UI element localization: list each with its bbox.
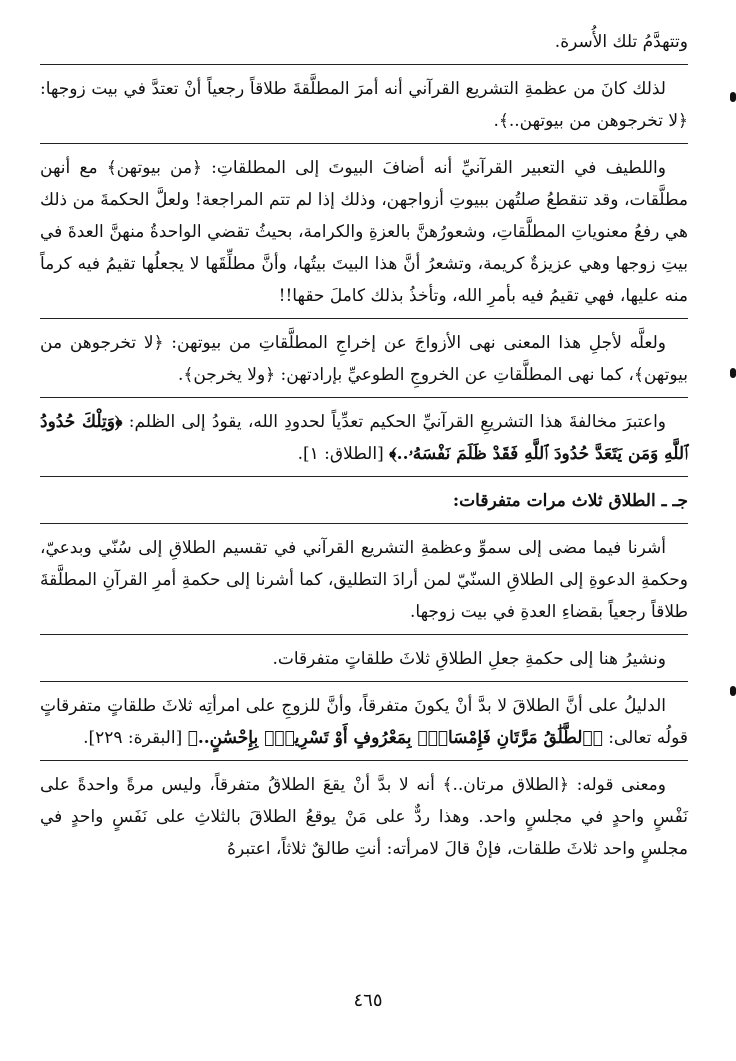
binding-mark-icon	[730, 92, 736, 102]
divider	[40, 318, 688, 319]
paragraph-7-text: الدليلُ على أنَّ الطلاقَ لا بدَّ أنْ يكونَ متفرقاً، وأنَّ للزوجِ على امرأتِه ثلاثَ طلقاتٍ متفرقاتٍ قولُه تعالى:	[40, 696, 688, 748]
quran-verse: ﴿وَتِلْكَ حُدُودُ ٱللَّهِ وَمَن يَتَعَدَّ حُدُودَ ٱللَّهِ فَقَدْ ظَلَمَ نَفْسَهُۥ..﴾	[40, 412, 688, 464]
page-body	[40, 26, 688, 871]
paragraph-4-text: واعتبرَ مخالفةَ هذا التشريعِ القرآنيِّ الحكيم تعدِّياً لحدودِ الله، يقودُ إلى الظلم:	[128, 412, 667, 432]
paragraph-5: أشرنا فيما مضى إلى سموِّ وعظمةِ التشريع القرآني في تقسيم الطلاقِ إلى سُنّي وبدعيّ، وحكمةِ الدعوةِ إلى الطلاقِ السنّيّ لمن أرادَ التطليق، كما أشرنا إلى حكمةِ أمرِ القرآنِ المطلَّقةَ طلاقاً رجعياً بقضاءِ العدةِ في بيت زوجها.	[40, 538, 688, 622]
paragraph-3: ولعلَّه لأجلِ هذا المعنى نهى الأزواجَ عن إخراجِ المطلَّقاتِ من بيوتهن: ﴿لا تخرجوهن من بيوتهن﴾، كما نهى المطلَّقاتِ عن الخروجِ الطوعيِّ بإرادتهن: ﴿ولا يخرجن﴾.	[40, 333, 688, 385]
paragraph-continuation: وتتهدَّمُ تلك الأُسرة.	[554, 32, 688, 52]
divider	[40, 64, 688, 65]
section-heading: جـ ـ الطلاق ثلاث مرات متفرقات:	[452, 491, 688, 511]
divider	[40, 476, 688, 477]
divider	[40, 143, 688, 144]
paragraph-2: واللطيف في التعبير القرآنيِّ أنه أضافَ البيوتَ إلى المطلقاتِ: ﴿من بيوتهن﴾ مع أنهن مطلَّقات، وقد تنقطعُ صلتُهن ببيوتِ أزواجهن، وذلك إذا لم تتم المراجعة! ولعلَّ الحكمةَ من ذلك هي رفعُ معنوياتِ المطلَّقاتِ، وشعورُهنَّ بالعزةِ والكرامة، بحيثُ تقضي الواحدةُ منهنَّ العدةَ في بيتِ زوجها وهي عزيزةٌ كريمة، وتشعرُ أنَّ هذا البيتَ بيتُها، وأنَّ مطلِّقَها لا يجعلُها تقيمُ فيه كرماً منه عليها، فهي تقيمُ فيه بأمرِ الله، وتأخذُ بذلك كاملَ حقها!!	[40, 158, 688, 306]
divider	[40, 760, 688, 761]
binding-mark-icon	[730, 368, 736, 378]
divider	[40, 397, 688, 398]
paragraph-1: لذلك كانَ من عظمةِ التشريع القرآني أنه أمرَ المطلَّقةَ طلاقاً رجعياً أنْ تعتدَّ في بيت زوجها: ﴿لا تخرجوهن من بيوتهن..﴾.	[40, 79, 688, 131]
paragraph-7	[40, 690, 688, 754]
verse-reference: [البقرة: ٢٢٩].	[83, 728, 183, 748]
quran-verse: ﴿ٱلطَّلَٰقُ مَرَّتَانِ فَإِمْسَاكٌۢ بِمَعْرُوفٍ أَوْ تَسْرِيحٌۢ بِإِحْسَٰنٍ..﴾	[187, 728, 603, 748]
divider	[40, 523, 688, 524]
verse-reference: [الطلاق: ١].	[297, 444, 384, 464]
divider	[40, 681, 688, 682]
paragraph-8: ومعنى قوله: ﴿الطلاق مرتان..﴾ أنه لا بدَّ أنْ يقعَ الطلاقُ متفرقاً، وليس مرةً واحدةً على نَفْسٍ واحدٍ في مجلسٍ واحد. وهذا ردٌّ على مَنْ يوقعُ الطلاقَ بالثلاثِ على نَفَسٍ واحدٍ في مجلسٍ واحد ثلاثَ طلقات، فإنْ قالَ لامرأته: أنتِ طالقٌ ثلاثاً، اعتبرهُ	[40, 775, 688, 859]
divider	[40, 634, 688, 635]
paragraph-6: ونشيرُ هنا إلى حكمةِ جعلِ الطلاقِ ثلاثَ طلقاتٍ متفرقات.	[272, 649, 666, 669]
page-number: ٤٦٥	[353, 990, 383, 1011]
paragraph-4	[40, 406, 688, 470]
binding-mark-icon	[730, 686, 736, 696]
